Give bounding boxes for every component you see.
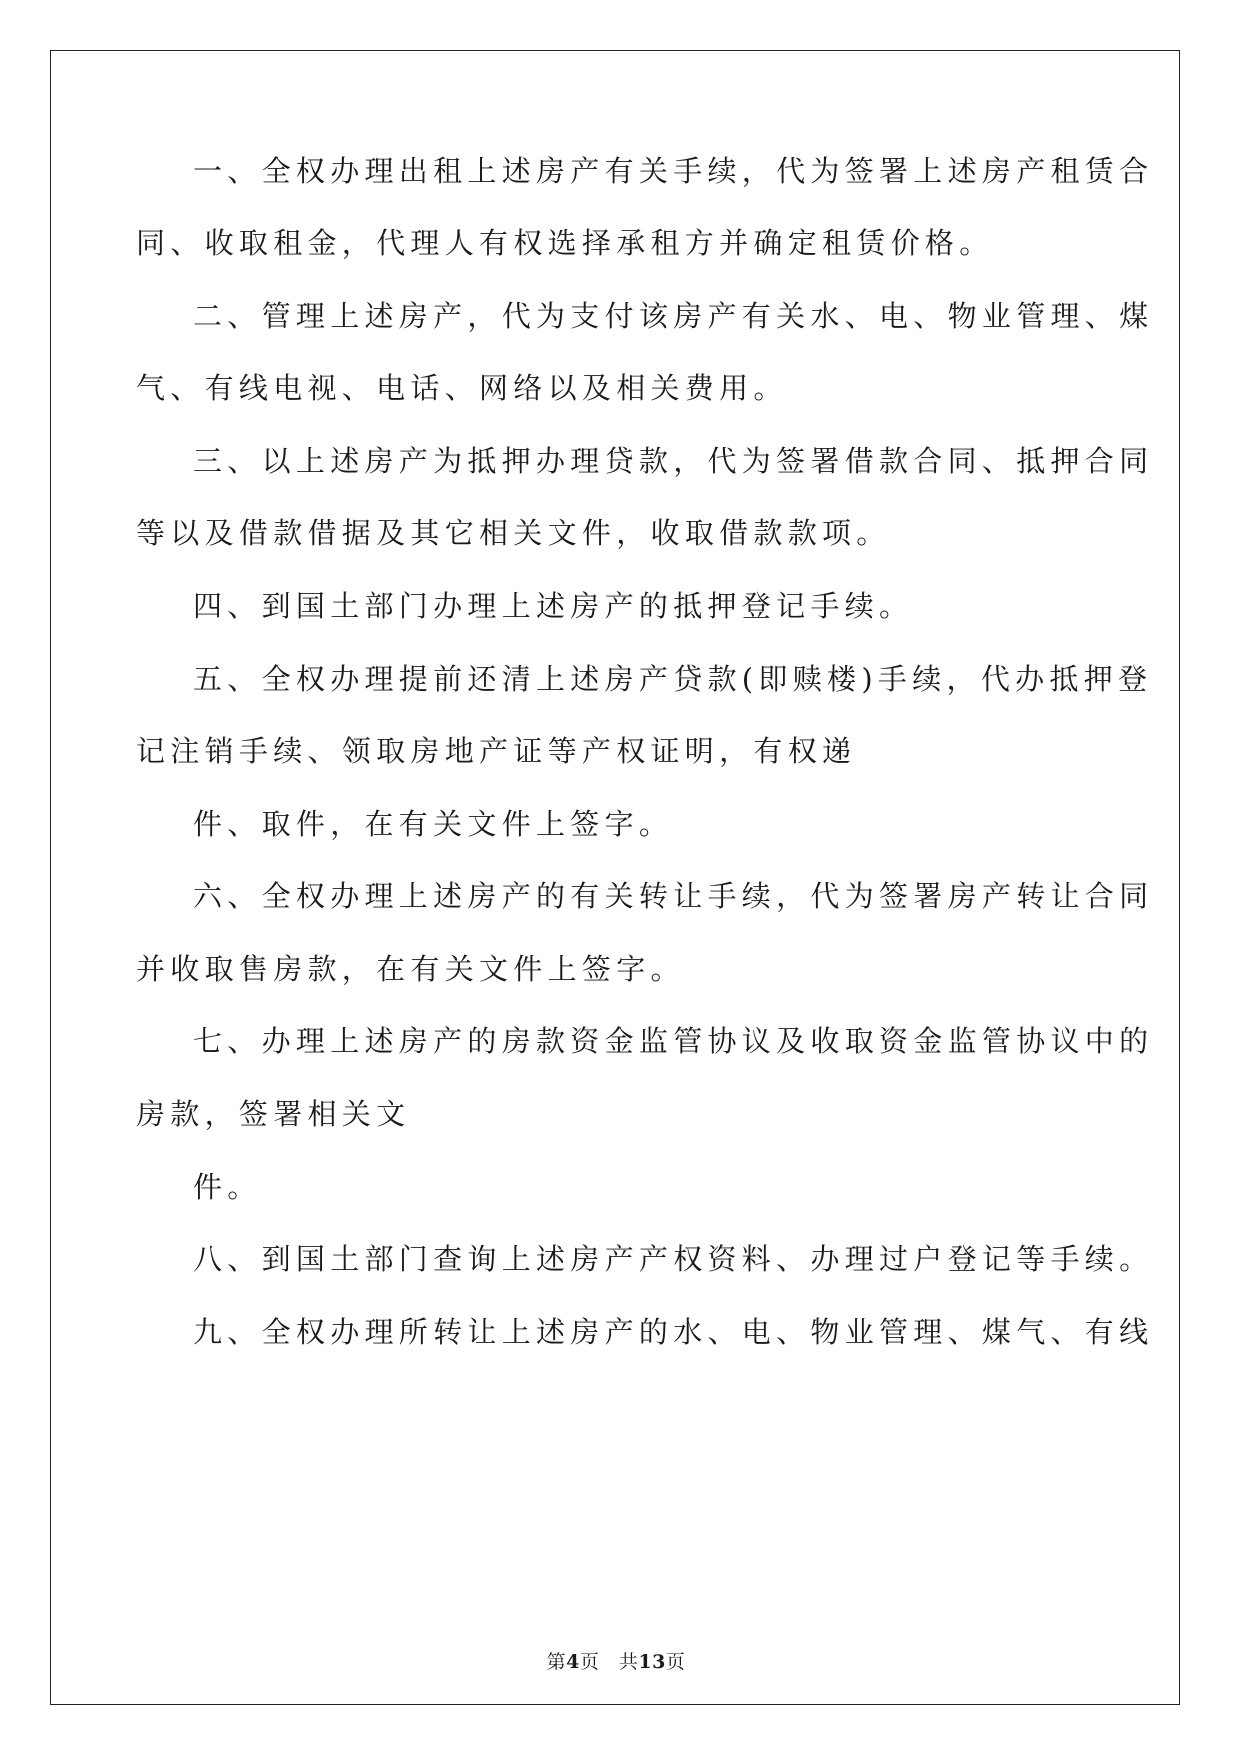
text-line: 四、到国土部门办理上述房产的抵押登记手续。	[193, 589, 914, 623]
footer-prefix: 第	[546, 1651, 567, 1673]
text-line: 并收取售房款，在有关文件上签字。	[136, 952, 685, 986]
text-line: 八、到国土部门查询上述房产产权资料、办理过户登记等手续。	[193, 1242, 1154, 1276]
text-line: 件。	[193, 1170, 262, 1204]
text-line: 件、取件，在有关文件上签字。	[193, 807, 674, 841]
text-line: 记注销手续、领取房地产证等产权证明，有权递	[136, 734, 857, 768]
footer-suffix: 页	[665, 1651, 686, 1673]
text-line: 五、全权办理提前还清上述房产贷款(即赎楼)手续，代办抵押登	[193, 662, 1153, 696]
text-line: 同、收取租金，代理人有权选择承租方并确定租赁价格。	[136, 226, 994, 260]
current-page-number: 4	[566, 1651, 580, 1673]
page-frame	[50, 50, 1180, 1705]
text-line: 七、办理上述房产的房款资金监管协议及收取资金监管协议中的	[193, 1024, 1154, 1058]
footer-middle: 页 共	[579, 1651, 639, 1673]
text-line: 等以及借款借据及其它相关文件，收取借款款项。	[136, 516, 891, 550]
text-line: 气、有线电视、电话、网络以及相关费用。	[136, 371, 788, 405]
total-pages-number: 13	[638, 1651, 666, 1673]
text-line: 二、管理上述房产，代为支付该房产有关水、电、物业管理、煤	[193, 299, 1154, 333]
text-line: 房款，签署相关文	[136, 1097, 411, 1131]
text-line: 三、以上述房产为抵押办理贷款，代为签署借款合同、抵押合同	[193, 444, 1154, 478]
page-footer	[51, 1647, 1181, 1674]
text-line: 六、全权办理上述房产的有关转让手续，代为签署房产转让合同	[193, 879, 1154, 913]
text-line: 九、全权办理所转让上述房产的水、电、物业管理、煤气、有线	[193, 1315, 1154, 1349]
text-line: 一、全权办理出租上述房产有关手续，代为签署上述房产租赁合	[193, 154, 1154, 188]
